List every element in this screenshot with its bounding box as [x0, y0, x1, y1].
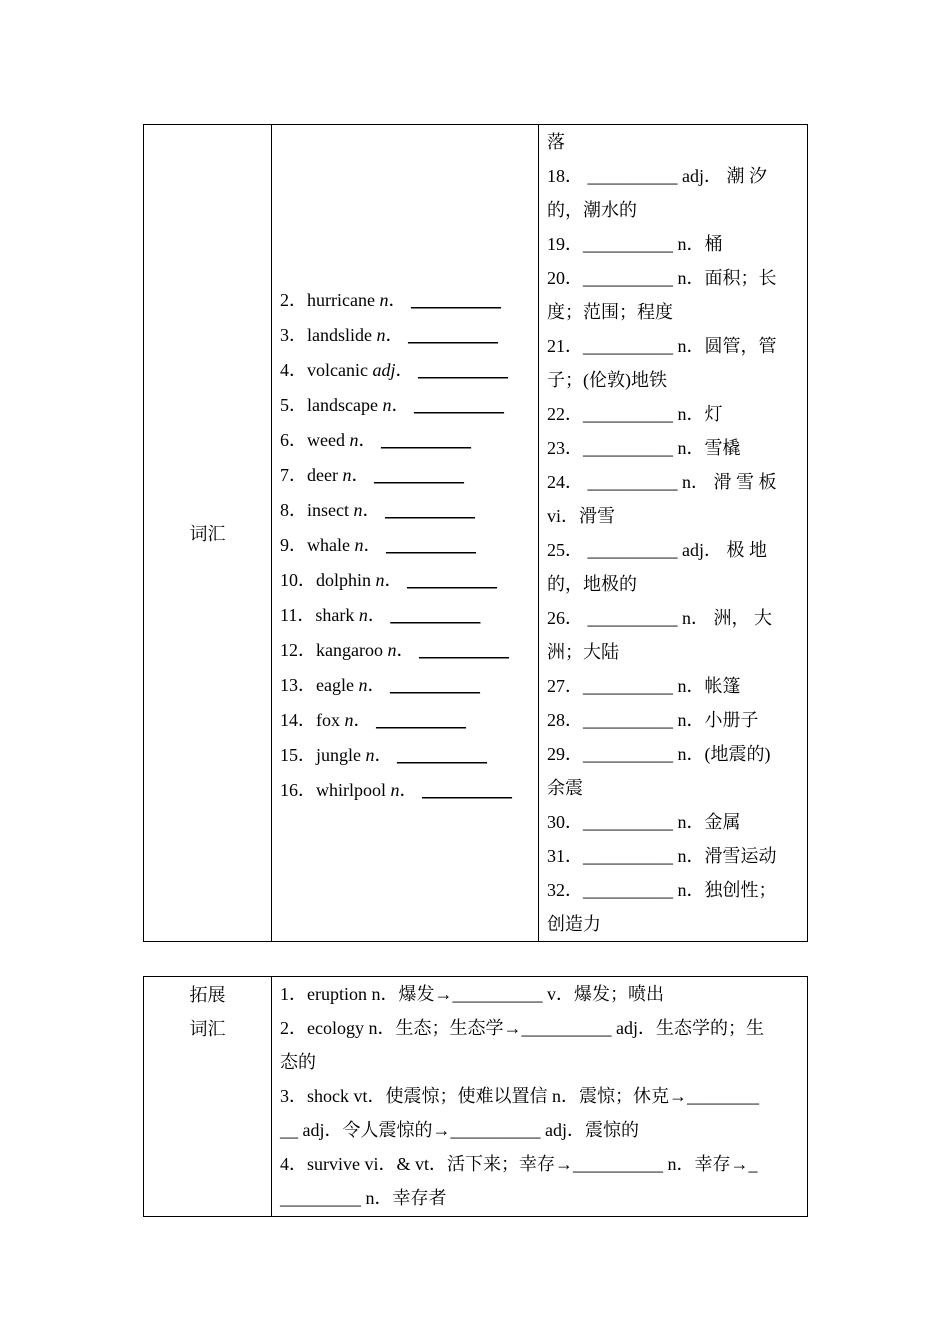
vocab-item: 7．deer n． __________: [280, 465, 464, 485]
extension-line: 4．survive vi．& vt．活下来；幸存→__________ n．幸存→_: [280, 1154, 758, 1174]
vocab-item: 13．eagle n． __________: [280, 675, 480, 695]
vocab-item-blank[interactable]: __________: [422, 780, 512, 800]
vocab-item-pos: n: [390, 780, 400, 800]
vocab-right-line: 21．__________ n．圆管，管: [547, 336, 777, 356]
vocab-item-pos: n: [342, 465, 352, 485]
extension-label-line2: 词汇: [189, 1019, 226, 1039]
vocab-right-line: 28．__________ n．小册子: [547, 710, 759, 730]
vocab-item-number: 10．: [280, 570, 316, 590]
vocab-right-line: 度；范围；程度: [547, 302, 673, 322]
extension-list: [280, 977, 799, 1215]
vocab-right-line: 余震: [547, 778, 583, 798]
vocab-right-line: 子；(伦敦)地铁: [547, 370, 667, 390]
extension-line: __ adj．令人震惊的→__________ adj．震惊的: [280, 1120, 639, 1140]
vocab-item: 3．landslide n． __________: [280, 325, 498, 345]
extension-line: _________ n．幸存者: [280, 1188, 447, 1208]
vocab-item-pos: n: [365, 745, 375, 765]
extension-line: 2．ecology n．生态；生态学→__________ adj．生态学的；生: [280, 1018, 764, 1038]
vocab-item: 11．shark n． __________: [280, 605, 481, 625]
vocab-item: 10．dolphin n． __________: [280, 570, 498, 590]
vocab-item-word: volcanic: [307, 360, 368, 380]
vocab-label-cell: [144, 125, 272, 942]
vocab-item-pos: n: [358, 605, 368, 625]
vocab-item-word: eagle: [316, 675, 354, 695]
vocab-item-number: 9．: [280, 535, 307, 555]
vocab-item: 9．whale n． __________: [280, 535, 476, 555]
vocab-item-word: shark: [315, 605, 355, 625]
vocab-item-number: 5．: [280, 395, 307, 415]
vocab-item-blank[interactable]: __________: [380, 430, 471, 450]
vocab-right-line: 的，潮水的: [547, 200, 637, 220]
vocab-item-number: 7．: [280, 465, 307, 485]
vocab-item-number: 16．: [280, 780, 316, 800]
vocab-item-pos: n: [375, 570, 385, 590]
vocab-item-word: dolphin: [316, 570, 372, 590]
extension-table: [143, 976, 808, 1217]
vocab-item-blank[interactable]: __________: [376, 710, 466, 730]
vocab-right-line: 29．__________ n．(地震的): [547, 744, 771, 764]
vocab-item-pos: adj: [372, 360, 396, 380]
vocab-item-pos: n: [354, 535, 364, 555]
vocab-item-word: kangaroo: [316, 640, 383, 660]
vocab-right-line: 20．__________ n．面积；长: [547, 268, 777, 288]
vocab-item-blank[interactable]: __________: [390, 605, 481, 625]
vocab-item-number: 13．: [280, 675, 316, 695]
vocab-item-number: 15．: [280, 745, 316, 765]
vocab-item-pos: n: [382, 395, 392, 415]
vocab-right-line: 31．__________ n．滑雪运动: [547, 846, 777, 866]
vocab-right-line: 26． __________ n． 洲， 大: [547, 608, 772, 628]
vocab-item: 8．insect n． __________: [280, 500, 475, 520]
vocab-right-line: 27．__________ n．帐篷: [547, 676, 741, 696]
vocab-item: 16．whirlpool n． __________: [280, 780, 512, 800]
vocab-right-line: 24． __________ n． 滑 雪 板: [547, 472, 777, 492]
vocab-item: 2．hurricane n． __________: [280, 290, 501, 310]
vocab-item-pos: n: [379, 290, 389, 310]
vocab-item-pos: n: [349, 430, 359, 450]
vocab-item: 15．jungle n． __________: [280, 745, 487, 765]
vocab-item-word: landslide: [307, 325, 372, 345]
vocabulary-table: [143, 124, 808, 942]
vocab-item-number: 2．: [280, 290, 307, 310]
vocab-item-word: fox: [316, 710, 340, 730]
vocab-item-number: 8．: [280, 500, 307, 520]
vocab-item-number: 11．: [280, 605, 316, 625]
vocab-item-number: 3．: [280, 325, 307, 345]
vocab-item-blank[interactable]: __________: [397, 745, 487, 765]
vocab-right-cell: [539, 125, 808, 942]
vocab-item-blank[interactable]: __________: [385, 500, 475, 520]
vocab-right-line: 32．__________ n．独创性；: [547, 880, 777, 900]
vocab-item-blank[interactable]: __________: [385, 535, 476, 555]
vocab-item-word: jungle: [316, 745, 361, 765]
vocab-item-blank[interactable]: __________: [410, 290, 501, 310]
vocab-item-blank[interactable]: __________: [373, 465, 464, 485]
vocab-item-blank[interactable]: __________: [407, 570, 498, 590]
vocab-right-line: 的，地极的: [547, 574, 637, 594]
vocab-right-line: 落: [547, 132, 565, 152]
extension-line: 1．eruption n．爆发→__________ v．爆发；喷出: [280, 984, 664, 1004]
vocab-middle-cell: [272, 125, 539, 942]
vocab-right-line: 19．__________ n．桶: [547, 234, 723, 254]
vocab-right-line: 创造力: [547, 914, 601, 934]
extension-line: 态的: [280, 1052, 316, 1072]
vocab-item-word: whirlpool: [316, 780, 386, 800]
vocab-item-word: deer: [307, 465, 338, 485]
vocab-item-word: insect: [307, 500, 349, 520]
vocab-item-blank[interactable]: __________: [408, 325, 498, 345]
vocab-item-number: 4．: [280, 360, 307, 380]
vocab-right-line: 23．__________ n．雪橇: [547, 438, 741, 458]
vocab-right-line: 30．__________ n．金属: [547, 812, 741, 832]
vocab-item-number: 12．: [280, 640, 316, 660]
vocab-item-pos: n: [353, 500, 363, 520]
vocab-item: 12．kangaroo n． __________: [280, 640, 509, 660]
vocab-item: 4．volcanic adj． __________: [280, 360, 508, 380]
vocab-item-number: 14．: [280, 710, 316, 730]
vocab-item-pos: n: [376, 325, 386, 345]
vocab-right-line: vi．滑雪: [547, 506, 616, 526]
extension-line: 3．shock vt．使震惊；使难以置信 n．震惊；休克→________: [280, 1086, 759, 1106]
vocab-item-blank[interactable]: __________: [418, 360, 508, 380]
vocab-item-pos: n: [387, 640, 397, 660]
extension-label-line1: 拓展: [189, 985, 226, 1005]
vocab-item: 5．landscape n． __________: [280, 395, 504, 415]
vocab-item-blank[interactable]: __________: [389, 675, 480, 695]
vocab-item-pos: n: [358, 675, 368, 695]
vocab-item: 14．fox n． __________: [280, 710, 466, 730]
vocab-right-line: 25． __________ adj． 极 地: [547, 540, 767, 560]
vocab-item-word: landscape: [307, 395, 378, 415]
vocab-right-list: [547, 125, 799, 941]
vocab-right-line: 22．__________ n．灯: [547, 404, 723, 424]
vocab-right-line: 洲；大陆: [547, 642, 619, 662]
vocab-item-number: 6．: [280, 430, 307, 450]
vocab-item-word: hurricane: [307, 290, 375, 310]
vocab-label: 词汇: [189, 524, 226, 544]
vocab-item-pos: n: [344, 710, 354, 730]
vocab-item-word: weed: [307, 430, 345, 450]
vocab-item-blank[interactable]: __________: [413, 395, 504, 415]
extension-label-cell: [144, 977, 272, 1217]
vocab-item: 6．weed n． __________: [280, 430, 471, 450]
vocab-item-blank[interactable]: __________: [418, 640, 509, 660]
vocab-item-word: whale: [307, 535, 350, 555]
vocab-middle-list: [280, 258, 538, 808]
vocab-right-line: 18． __________ adj． 潮 汐: [547, 166, 767, 186]
extension-content-cell: [272, 977, 808, 1217]
